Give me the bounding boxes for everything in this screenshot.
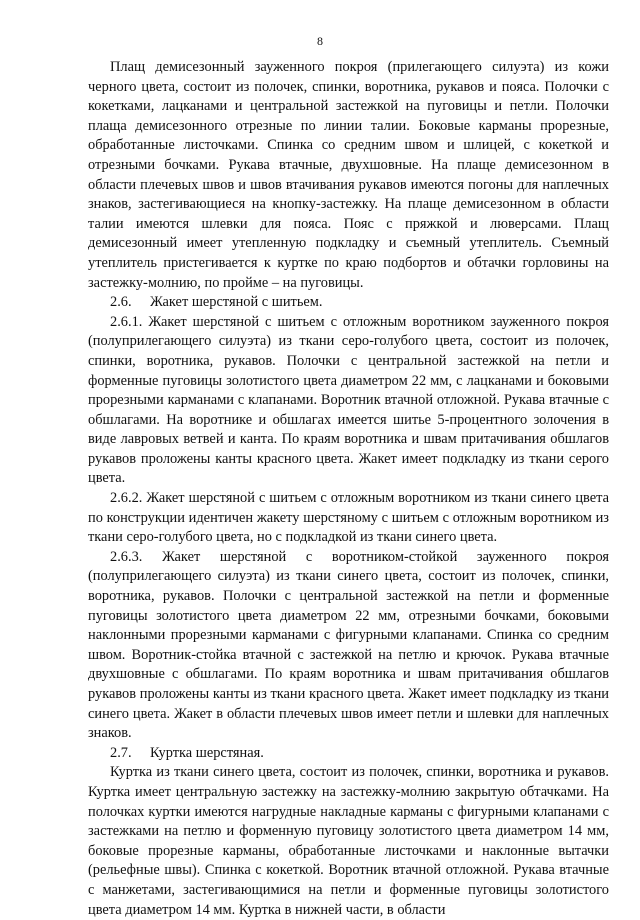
body-text	[88, 58, 609, 920]
section-number: 2.6.	[110, 294, 132, 311]
paragraph-coat: Плащ демисезонный зауженного покроя (прилегающего силуэта) из кожи черного цвета, состоит из полочек, спинки, воротника, рукавов и пояса. Полочки с кокетками, лацканами и центральной застежкой на пуговицы и петли. Полочки плаща демисезонного отрезные по линии талии. Боковые карманы прорезные, обработанные листочками. Спинка со средним швом и шлицей, с кокеткой и отрезными бочками. Рукава втачные, двухшовные. На плаще демисезонном в области плечевых швов и швов втачивания рукавов имеются погоны для наплечных знаков, застегивающиеся на кнопку-застежку. На плаще демисезонном в области талии имеются шлевки для пояса. Пояс с пряжкой и люверсами. Плащ демисезонный имеет утепленную подкладку и съемный утеплитель. Съемный утеплитель пристегивается к куртке по краю подбортов и обтачки горловины на застежку-молнию, по пройме – на пуговицы.	[88, 59, 609, 291]
section-number: 2.7.	[110, 744, 132, 761]
paragraph-2-7: Куртка из ткани синего цвета, состоит из полочек, спинки, воротника и рукавов. Куртка имеет центральную застежку на застежку-молнию закрытую обтачками. На полочках куртки имеются нагрудные накладные карманы с фигурными клапанами с застежками на петлю и форменную пуговицу золотистого цвета диаметром 14 мм, боковые прорезные карманы, обработанные листочками и наклонные вытачки (рельефные швы). Спинка с кокеткой. Воротник втачной отложной. Рукава втачные с манжетами, застегивающимися на петли и форменные пуговицы золотистого цвета диаметром 14 мм. Куртка в нижней части, в области	[88, 764, 609, 918]
paragraph-2-6-1: 2.6.1. Жакет шерстяной с шитьем с отложным воротником зауженного покроя (полуприлегающего силуэта) из ткани серо-голубого цвета, состоит из полочек, спинки, воротника, рукавов. Полочки с центральной застежкой на петли и форменные пуговицы золотистого цвета диаметром 22 мм, с лацканами и боковыми прорезными карманами с клапанами. Воротник втачной отложной. Рукава втачные с обшлагами. На воротнике и обшлагах имеется шитье 5-процентного золочения в виде лавровых ветвей и канта. По краям воротника и швам притачивания обшлагов рукавов проложены канты красного цвета. Жакет имеет подкладку из ткани серого цвета.	[88, 313, 609, 487]
section-heading-2-7	[88, 744, 609, 764]
paragraph-2-6-3: 2.6.3. Жакет шерстяной с воротником-стойкой зауженного покроя (полуприлегающего силуэта) из ткани синего цвета, состоит из полочек, спинки, воротника, рукавов. Полочки с центральной застежкой на петли и форменные пуговицы золотистого цвета диаметром 22 мм, отрезными бочками, боковыми наклонными прорезными карманами с фигурными клапанами. Спинка со средним швом. Воротник-стойка втачной с застежкой на петлю и крючок. Рукава втачные двухшовные с обшлагами. По краям воротника и швам притачивания обшлагов рукавов проложены канты из ткани красного цвета. Жакет имеет подкладку из ткани синего цвета. Жакет в области плечевых швов имеет петли и шлевки для наплечных знаков.	[88, 548, 609, 742]
section-title: Куртка шерстяная.	[150, 744, 264, 761]
page-number: 8	[317, 34, 323, 48]
section-heading-2-6	[88, 293, 609, 313]
section-title: Жакет шерстяной с шитьем.	[150, 294, 323, 311]
paragraph-2-6-2: 2.6.2. Жакет шерстяной с шитьем с отложным воротником из ткани синего цвета по конструкции идентичен жакету шерстяному с шитьем с отложным воротником из ткани серо-голубого цвета, но с подкладкой из ткани синего цвета.	[88, 490, 609, 546]
